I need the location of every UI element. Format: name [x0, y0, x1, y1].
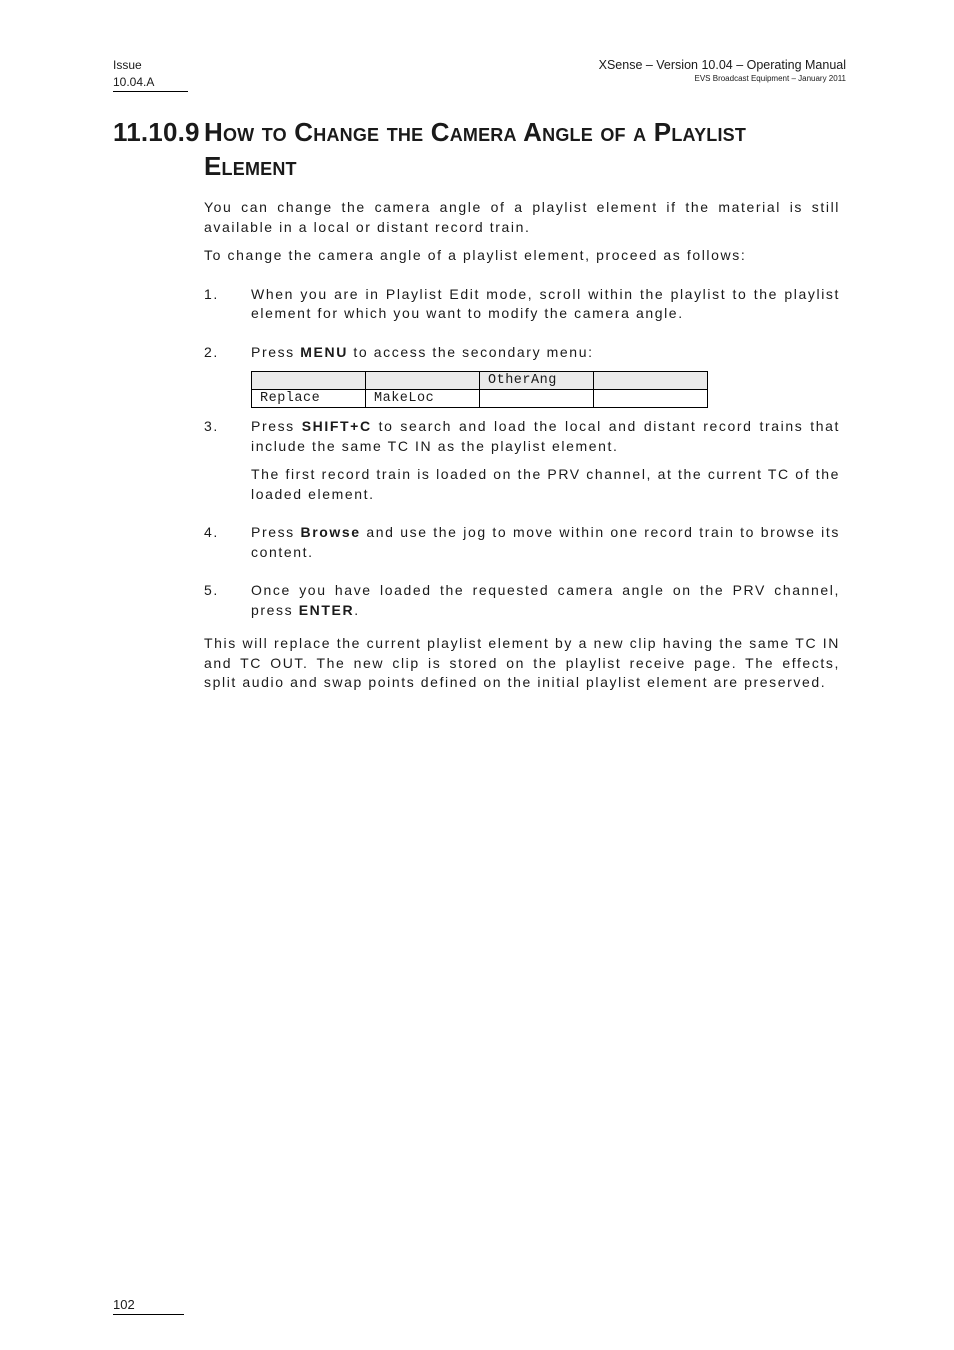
- step-number: 3.: [204, 418, 219, 434]
- section-heading: [113, 115, 833, 183]
- page-number: 102: [113, 1296, 184, 1315]
- step-note: The first record train is loaded on the PRV channel, at the current TC of the loaded element.: [251, 466, 840, 502]
- conclusion-paragraph: This will replace the current playlist element by a new clip having the same TC IN and TC OUT. The new clip is stored on the playlist receive page. The effects, split audio and swap points defined on the initial playlist element are preserved.: [204, 635, 840, 690]
- step-number: 1.: [204, 285, 219, 302]
- step-1: [204, 285, 840, 324]
- header-manual: [599, 57, 846, 84]
- menu-row-shift: [252, 372, 708, 390]
- step-5: [204, 581, 840, 620]
- step-number: 4.: [204, 524, 219, 540]
- menu-cell-replace: Replace: [252, 390, 366, 408]
- step-4: [204, 523, 840, 562]
- intro-lead: To change the camera angle of a playlist element, proceed as follows:: [204, 247, 747, 263]
- step-text: Press: [251, 418, 302, 434]
- section-title-line1: How to Change the Camera Angle of a Playlist: [204, 117, 747, 147]
- issue-label: Issue: [113, 58, 142, 72]
- section-number: 11.10.9: [113, 117, 200, 147]
- menu-cell: [366, 372, 480, 390]
- menu-cell: [594, 372, 708, 390]
- step-text: to access the secondary menu:: [347, 343, 594, 360]
- step-text: to search and load the local and distant record trains that include the same TC IN as the playlist element.: [251, 418, 840, 454]
- step-text: .: [354, 601, 360, 618]
- menu-cell: [480, 390, 594, 408]
- issue-number: 10.04.A: [113, 75, 155, 89]
- menu-row-main: [252, 390, 708, 408]
- main-content: [204, 198, 840, 693]
- step-text: Once you have loaded the requested camera angle on the PRV channel, press: [251, 582, 840, 618]
- secondary-menu-table: [251, 371, 708, 408]
- section-title-line2: Element: [204, 151, 297, 181]
- step-number: 5.: [204, 582, 219, 598]
- step-2: [204, 343, 840, 363]
- header-issue: [113, 57, 188, 92]
- step-3: [204, 417, 840, 504]
- menu-cell: [594, 390, 708, 408]
- intro-paragraph: You can change the camera angle of a playlist element if the material is still available in a local or distant record train.: [204, 199, 840, 235]
- manual-title: XSense – Version 10.04 – Operating Manual: [598, 58, 846, 72]
- menu-cell-otherang: OtherAng: [480, 372, 594, 390]
- step-text: and use the jog to move within one record train to browse its content.: [251, 524, 840, 560]
- step-number: 2.: [204, 343, 219, 360]
- step-text: Press: [251, 524, 301, 540]
- publisher-line: EVS Broadcast Equipment – January 2011: [694, 74, 846, 83]
- menu-cell: [252, 372, 366, 390]
- menu-cell-makeloc: MakeLoc: [366, 390, 480, 408]
- key-menu: MENU: [300, 343, 348, 360]
- step-text: Press: [251, 343, 301, 360]
- step-text: When you are in Playlist Edit mode, scroll within the playlist to the playlist element for which you want to modify the camera angle.: [251, 285, 840, 321]
- key-browse: Browse: [300, 524, 361, 540]
- key-enter: ENTER: [298, 601, 355, 618]
- key-shift-c: SHIFT+C: [301, 418, 372, 434]
